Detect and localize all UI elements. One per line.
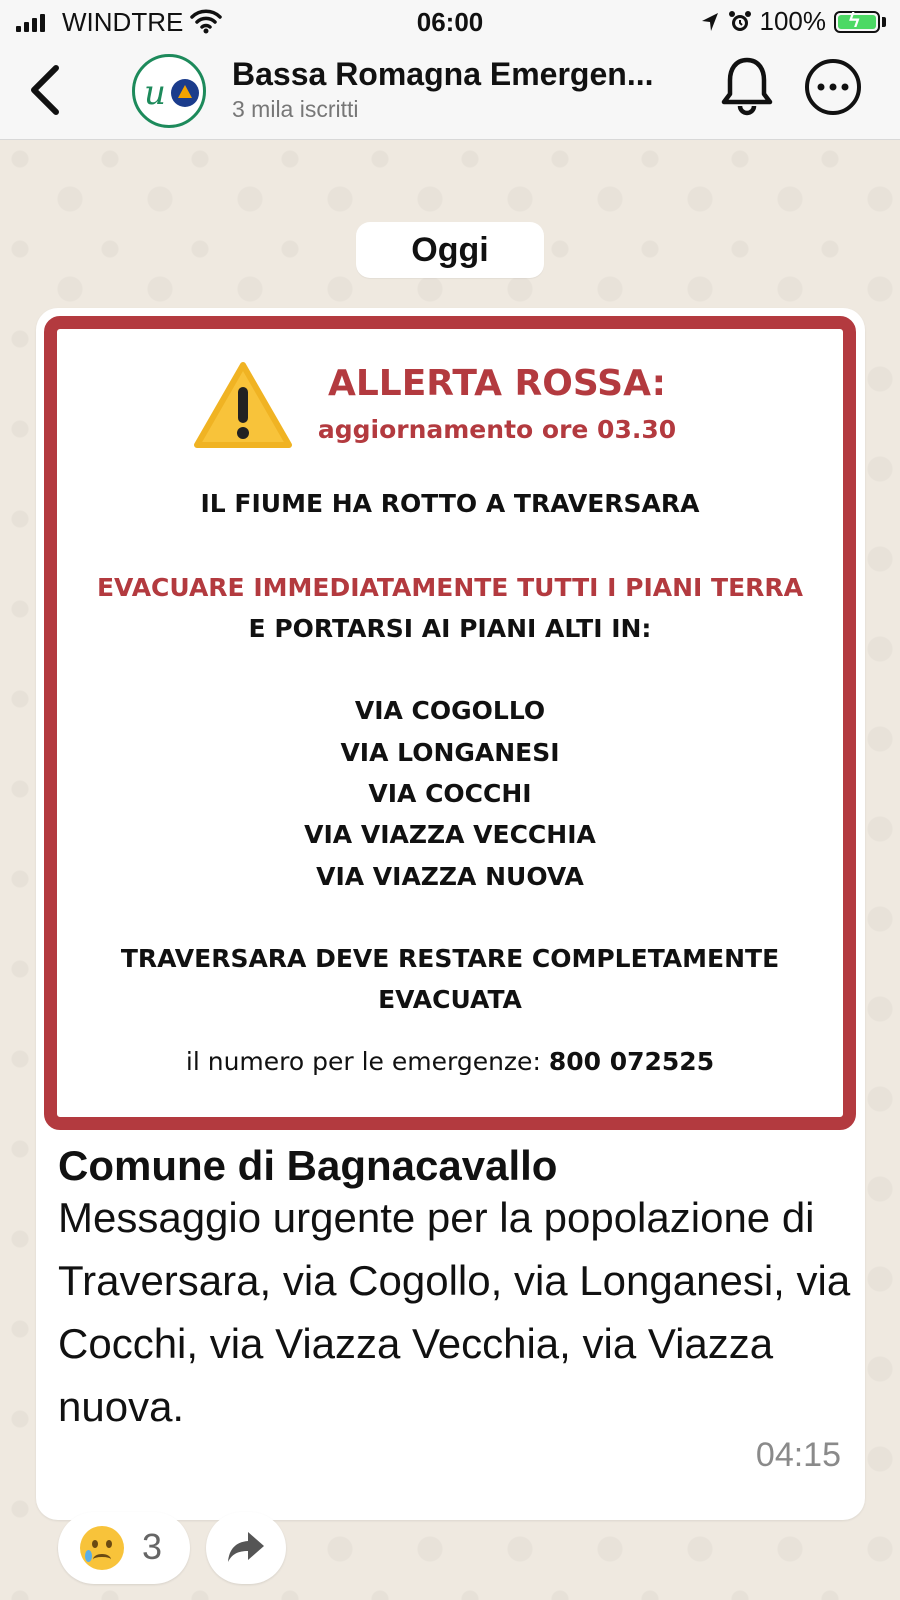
alert-title: ALLERTA ROSSA: — [327, 363, 667, 404]
alarm-icon — [728, 10, 752, 34]
alert-phone-label: il numero per le emergenze: — [185, 1047, 541, 1076]
alert-street: VIA COGOLLO — [354, 696, 546, 725]
avatar-logo-letter: u — [144, 73, 166, 113]
chat-header — [0, 44, 900, 140]
alert-evacuated-line: EVACUATA — [378, 985, 522, 1014]
alert-street: VIA VIAZZA VECCHIA — [304, 820, 596, 849]
back-chevron-icon[interactable] — [22, 62, 72, 118]
alert-image[interactable] — [44, 316, 856, 1130]
message-bubble[interactable] — [36, 308, 865, 1520]
alert-evacuate-line: EVACUARE IMMEDIATAMENTE TUTTI I PIANI TERRA — [96, 573, 804, 602]
battery-tip — [882, 17, 886, 27]
reaction-pill[interactable] — [58, 1512, 190, 1584]
alert-upper-floors-line: E PORTARSI AI PIANI ALTI IN: — [248, 614, 652, 643]
message-text: Messaggio urgente per la popolazione di Traversara, via Cogollo, via Longanesi, via Cocchi, via Viazza Vecchia, via Viazza nuova. — [58, 1194, 851, 1430]
location-arrow-icon — [700, 11, 720, 33]
message-time: 04:15 — [755, 1436, 841, 1474]
reaction-count: 3 — [142, 1526, 163, 1567]
alert-river-line: IL FIUME HA ROTTO A TRAVERSARA — [200, 489, 700, 518]
channel-name[interactable]: Bassa Romagna Emergen... — [232, 56, 654, 92]
forward-button[interactable] — [206, 1512, 286, 1584]
crying-face-icon — [80, 1526, 124, 1570]
alert-street: VIA LONGANESI — [340, 738, 560, 767]
status-right — [700, 6, 887, 37]
battery-icon: ϟ — [834, 11, 880, 33]
message-sender: Comune di Bagnacavallo — [58, 1142, 558, 1189]
alert-subtitle: aggiornamento ore 03.30 — [317, 415, 677, 444]
alert-phone-number[interactable]: 800 072525 — [548, 1047, 715, 1076]
carrier-label: WINDTRE — [62, 7, 184, 37]
alert-phone-line — [57, 1047, 843, 1076]
civil-protection-logo-icon — [171, 79, 199, 107]
alert-traversara-line: TRAVERSARA DEVE RESTARE COMPLETAMENTE — [120, 944, 780, 973]
date-separator: Oggi — [356, 222, 544, 278]
alert-street: VIA VIAZZA NUOVA — [316, 862, 584, 891]
more-options-icon[interactable] — [804, 58, 862, 116]
status-time: 06:00 — [416, 7, 484, 37]
subscriber-count: 3 mila iscritti — [232, 96, 359, 122]
forward-arrow-icon — [226, 1530, 266, 1566]
status-bar — [0, 0, 900, 44]
bell-icon[interactable] — [718, 54, 776, 118]
battery-percent: 100% — [759, 6, 826, 36]
channel-avatar[interactable] — [132, 54, 206, 128]
alert-street: VIA COCCHI — [368, 779, 532, 808]
